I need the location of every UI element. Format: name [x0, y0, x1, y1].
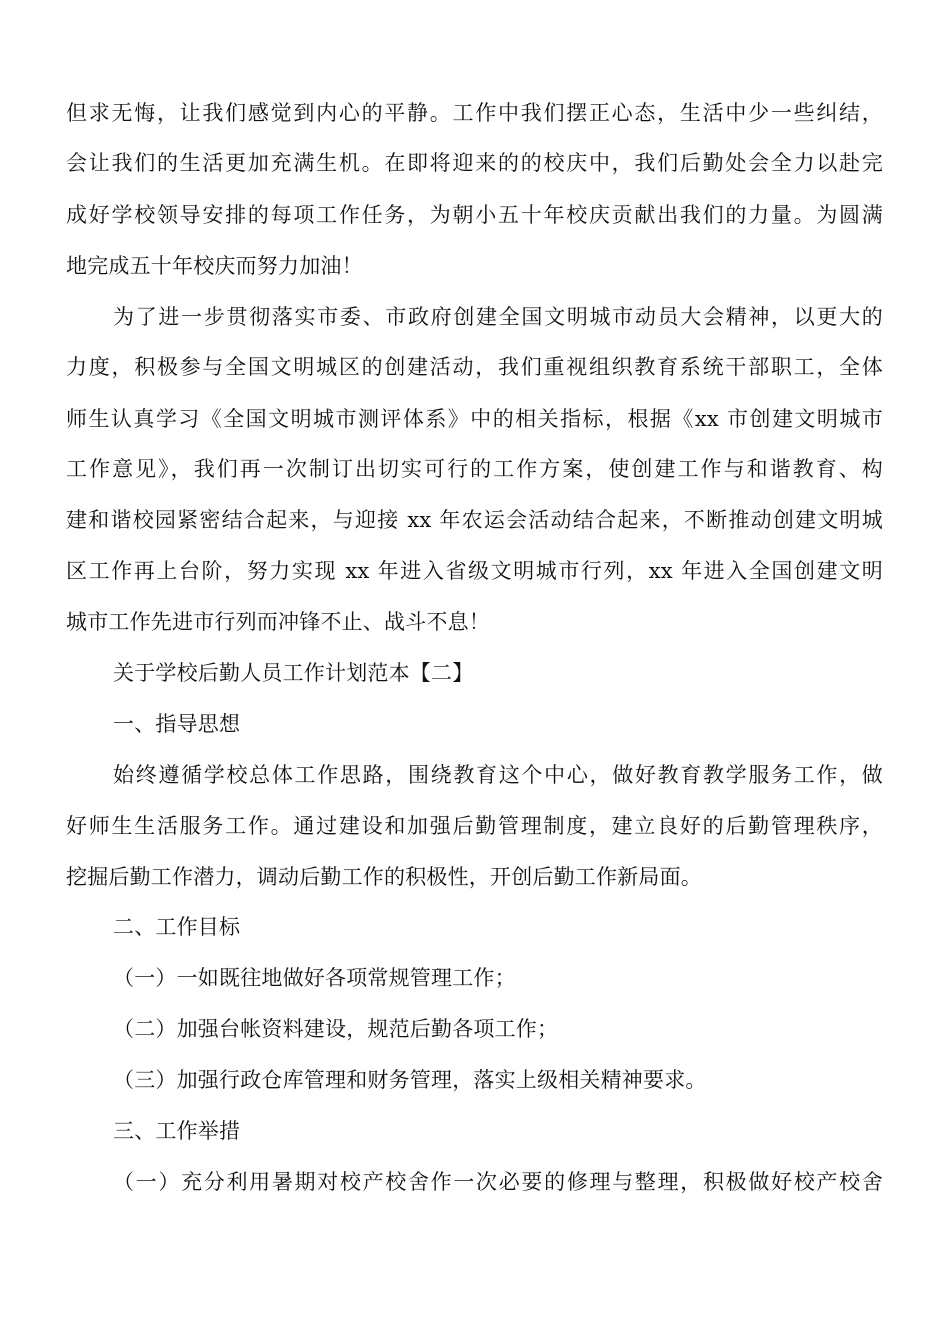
heading-work-goals: 二、工作目标: [113, 915, 241, 939]
list-item: （一）充分利用暑期对校产校舍作一次必要的修理与整理，积极做好校产校舍: [113, 1170, 883, 1194]
paragraph-line: 始终遵循学校总体工作思路，围绕教育这个中心，做好教育教学服务工作，做: [113, 763, 883, 787]
paragraph-line: 地完成五十年校庆而努力加油！: [66, 254, 363, 278]
paragraph-line: 好师生生活服务工作。通过建设和加强后勤管理制度，建立良好的后勤管理秩序，: [66, 814, 883, 838]
paragraph-line: 为了进一步贯彻落实市委、市政府创建全国文明城市动员大会精神，以更大的: [113, 305, 883, 329]
paragraph-line: 师生认真学习《全国文明城市测评体系》中的相关指标，根据《xx 市创建文明城市: [66, 407, 883, 431]
section-title: 关于学校后勤人员工作计划范本【二】: [113, 661, 474, 685]
paragraph-line: 力度，积极参与全国文明城区的创建活动，我们重视组织教育系统干部职工，全体: [66, 355, 883, 379]
list-item: （三）加强行政仓库管理和财务管理，落实上级相关精神要求。: [113, 1068, 707, 1092]
paragraph-line: 挖掘后勤工作潜力，调动后勤工作的积极性，开创后勤工作新局面。: [66, 865, 702, 889]
heading-work-measures: 三、工作举措: [113, 1119, 241, 1143]
paragraph-line: 但求无悔，让我们感觉到内心的平静。工作中我们摆正心态，生活中少一些纠结，: [66, 101, 883, 125]
paragraph-line: 区工作再上台阶，努力实现 xx 年进入省级文明城市行列，xx 年进入全国创建文明: [66, 559, 883, 583]
heading-guiding-ideology: 一、指导思想: [113, 712, 241, 736]
paragraph-line: 成好学校领导安排的每项工作任务，为朝小五十年校庆贡献出我们的力量。为圆满: [66, 203, 883, 227]
list-item: （一）一如既往地做好各项常规管理工作；: [113, 966, 516, 990]
paragraph-line: 工作意见》，我们再一次制订出切实可行的工作方案，使创建工作与和谐教育、构: [66, 457, 883, 481]
list-item: （二）加强台帐资料建设，规范后勤各项工作；: [113, 1017, 559, 1041]
paragraph-line: 建和谐校园紧密结合起来，与迎接 xx 年农运会活动结合起来，不断推动创建文明城: [66, 508, 883, 532]
paragraph-line: 城市工作先进市行列而冲锋不止、战斗不息！: [66, 610, 490, 634]
paragraph-line: 会让我们的生活更加充满生机。在即将迎来的的校庆中，我们后勤处会全力以赴完: [66, 151, 883, 175]
